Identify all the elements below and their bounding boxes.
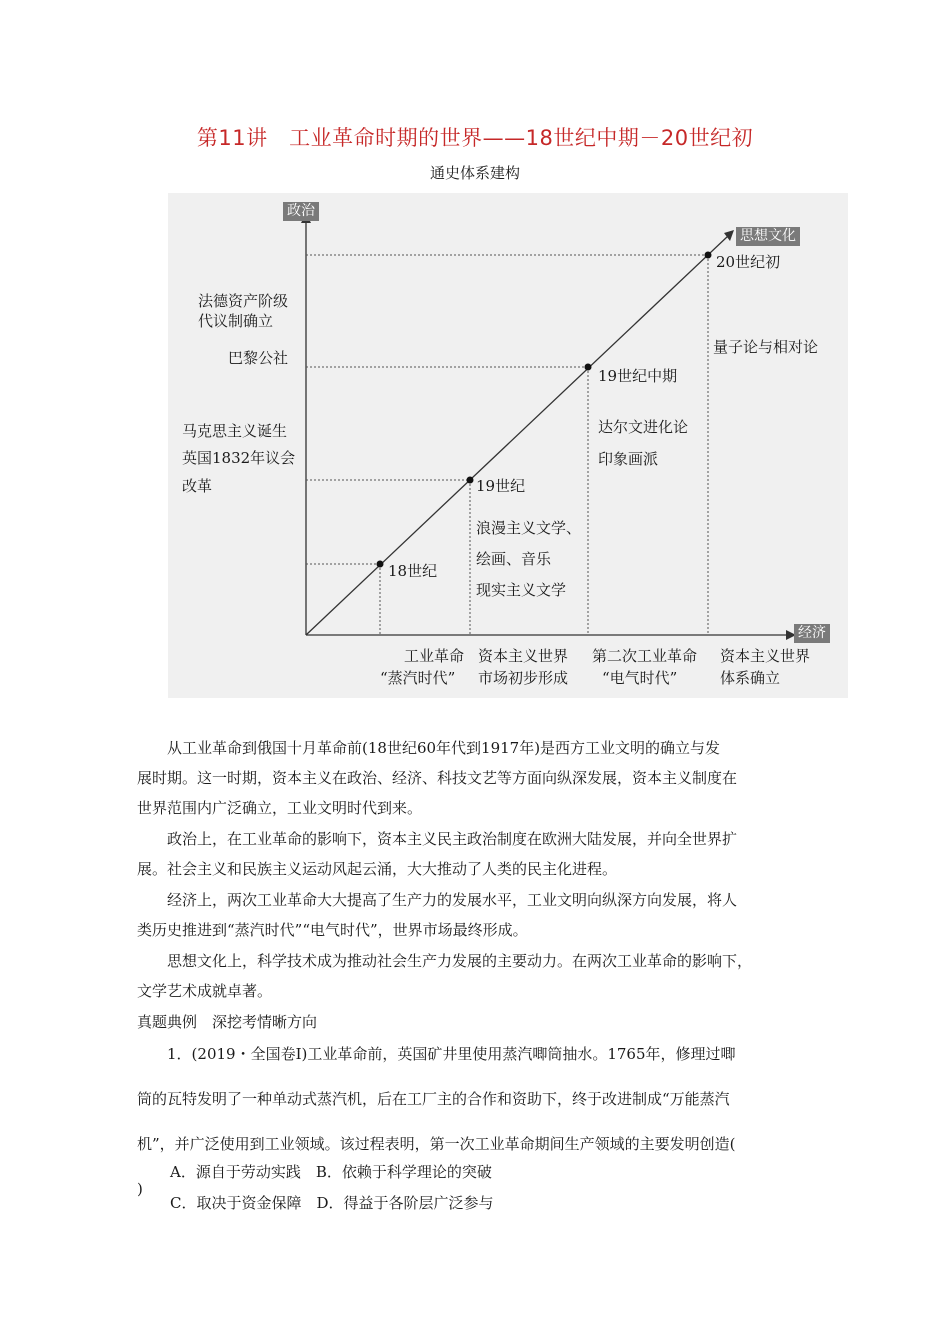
economy-2b: 市场初步形成 [478, 669, 569, 687]
history-diagram [168, 193, 848, 698]
economy-3a: 第二次工业革命 [592, 647, 698, 665]
label-18th: 18世纪 [388, 562, 438, 580]
paragraph-culture [137, 946, 822, 1006]
culture-20: 量子论与相对论 [713, 338, 819, 356]
culture-d2: 印象画派 [598, 450, 659, 468]
para4-line1: 思想文化上，科学技术成为推动社会生产力发展的主要动力。在两次工业革命的影响下， [167, 952, 753, 970]
point-20th [705, 252, 712, 259]
politics-c1: 马克思主义诞生 [182, 422, 288, 440]
axis-politics-tag: 政治 [283, 202, 319, 221]
politics-c2: 英国1832年议会 [182, 449, 296, 467]
axis-culture-tag: 思想文化 [736, 227, 800, 246]
economy-3b: “电气时代” [602, 669, 678, 687]
economy-4a: 资本主义世界 [720, 647, 811, 665]
section-title: 真题典例 深挖考情晰方向 [137, 1013, 318, 1031]
para1-line3: 世界范围内广泛确立，工业文明时代到来。 [137, 799, 423, 817]
question-line2: 筒的瓦特发明了一种单动式蒸汽机，后在工厂主的合作和资助下，终于改进制成“万能蒸汽 [137, 1090, 730, 1108]
culture-e3: 现实主义文学 [476, 581, 567, 599]
culture-e1: 浪漫主义文学、 [476, 519, 582, 537]
politics-b: 巴黎公社 [228, 349, 289, 367]
point-19th-mid [585, 364, 592, 371]
politics-a1: 法德资产阶级 [198, 292, 289, 310]
diagonal-arrow [724, 230, 734, 241]
axis-economy-tag: 经济 [794, 624, 830, 643]
politics-c3: 改革 [182, 477, 213, 495]
economy-1a: 工业革命 [404, 647, 465, 665]
option-row-1 [170, 1161, 492, 1182]
label-19th-mid: 19世纪中期 [598, 367, 678, 385]
question-line4: ) [137, 1180, 143, 1198]
paragraph-politics [137, 824, 822, 884]
point-18th [377, 561, 384, 568]
para2-line2: 展。社会主义和民族主义运动风起云涌，大大推动了人类的民主化进程。 [137, 860, 618, 878]
para2-line1: 政治上，在工业革命的影响下，资本主义民主政治制度在欧洲大陆发展，并向全世界扩 [167, 830, 738, 848]
page-title: 第11讲 工业革命时期的世界——18世纪中期－20世纪初 [196, 126, 754, 150]
politics-a2: 代议制确立 [198, 312, 274, 330]
para1-line1: 从工业革命到俄国十月革命前(18世纪60年代到1917年)是西方工业文明的确立与发 [167, 739, 721, 757]
label-20th: 20世纪初 [716, 253, 781, 271]
economy-1b: “蒸汽时代” [380, 669, 456, 687]
option-row-2 [170, 1192, 494, 1213]
para1-line2: 展时期。这一时期，资本主义在政治、经济、科技文艺等方面向纵深发展，资本主义制度在 [137, 769, 738, 787]
option-b[interactable]: B．依赖于科学理论的突破 [315, 1163, 492, 1181]
economy-2a: 资本主义世界 [478, 647, 569, 665]
option-c[interactable]: C．取决于资金保障 [170, 1194, 302, 1212]
paragraph-economy [137, 885, 822, 945]
point-19th [467, 477, 474, 484]
para3-line2: 类历史推进到“蒸汽时代”“电气时代”，世界市场最终形成。 [137, 921, 528, 939]
paragraph-intro [137, 733, 822, 823]
page-subtitle: 通史体系建构 [429, 164, 520, 182]
culture-e2: 绘画、音乐 [476, 550, 552, 568]
option-a[interactable]: A．源自于劳动实践 [170, 1163, 301, 1181]
option-d[interactable]: D．得益于各阶层广泛参与 [316, 1194, 494, 1212]
para3-line1: 经济上，两次工业革命大大提高了生产力的发展水平，工业文明向纵深方向发展，将人 [167, 891, 738, 909]
para4-line2: 文学艺术成就卓著。 [137, 982, 273, 1000]
label-19th: 19世纪 [476, 477, 526, 495]
economy-4b: 体系确立 [720, 669, 781, 687]
question-line3: 机”，并广泛使用到工业领域。该过程表明，第一次工业革命期间生产领域的主要发明创造( [137, 1135, 736, 1153]
culture-d1: 达尔文进化论 [598, 418, 689, 436]
question-line1: 1．(2019・全国卷Ⅰ)工业革命前，英国矿井里使用蒸汽唧筒抽水。1765年，修理过唧 [167, 1045, 736, 1063]
